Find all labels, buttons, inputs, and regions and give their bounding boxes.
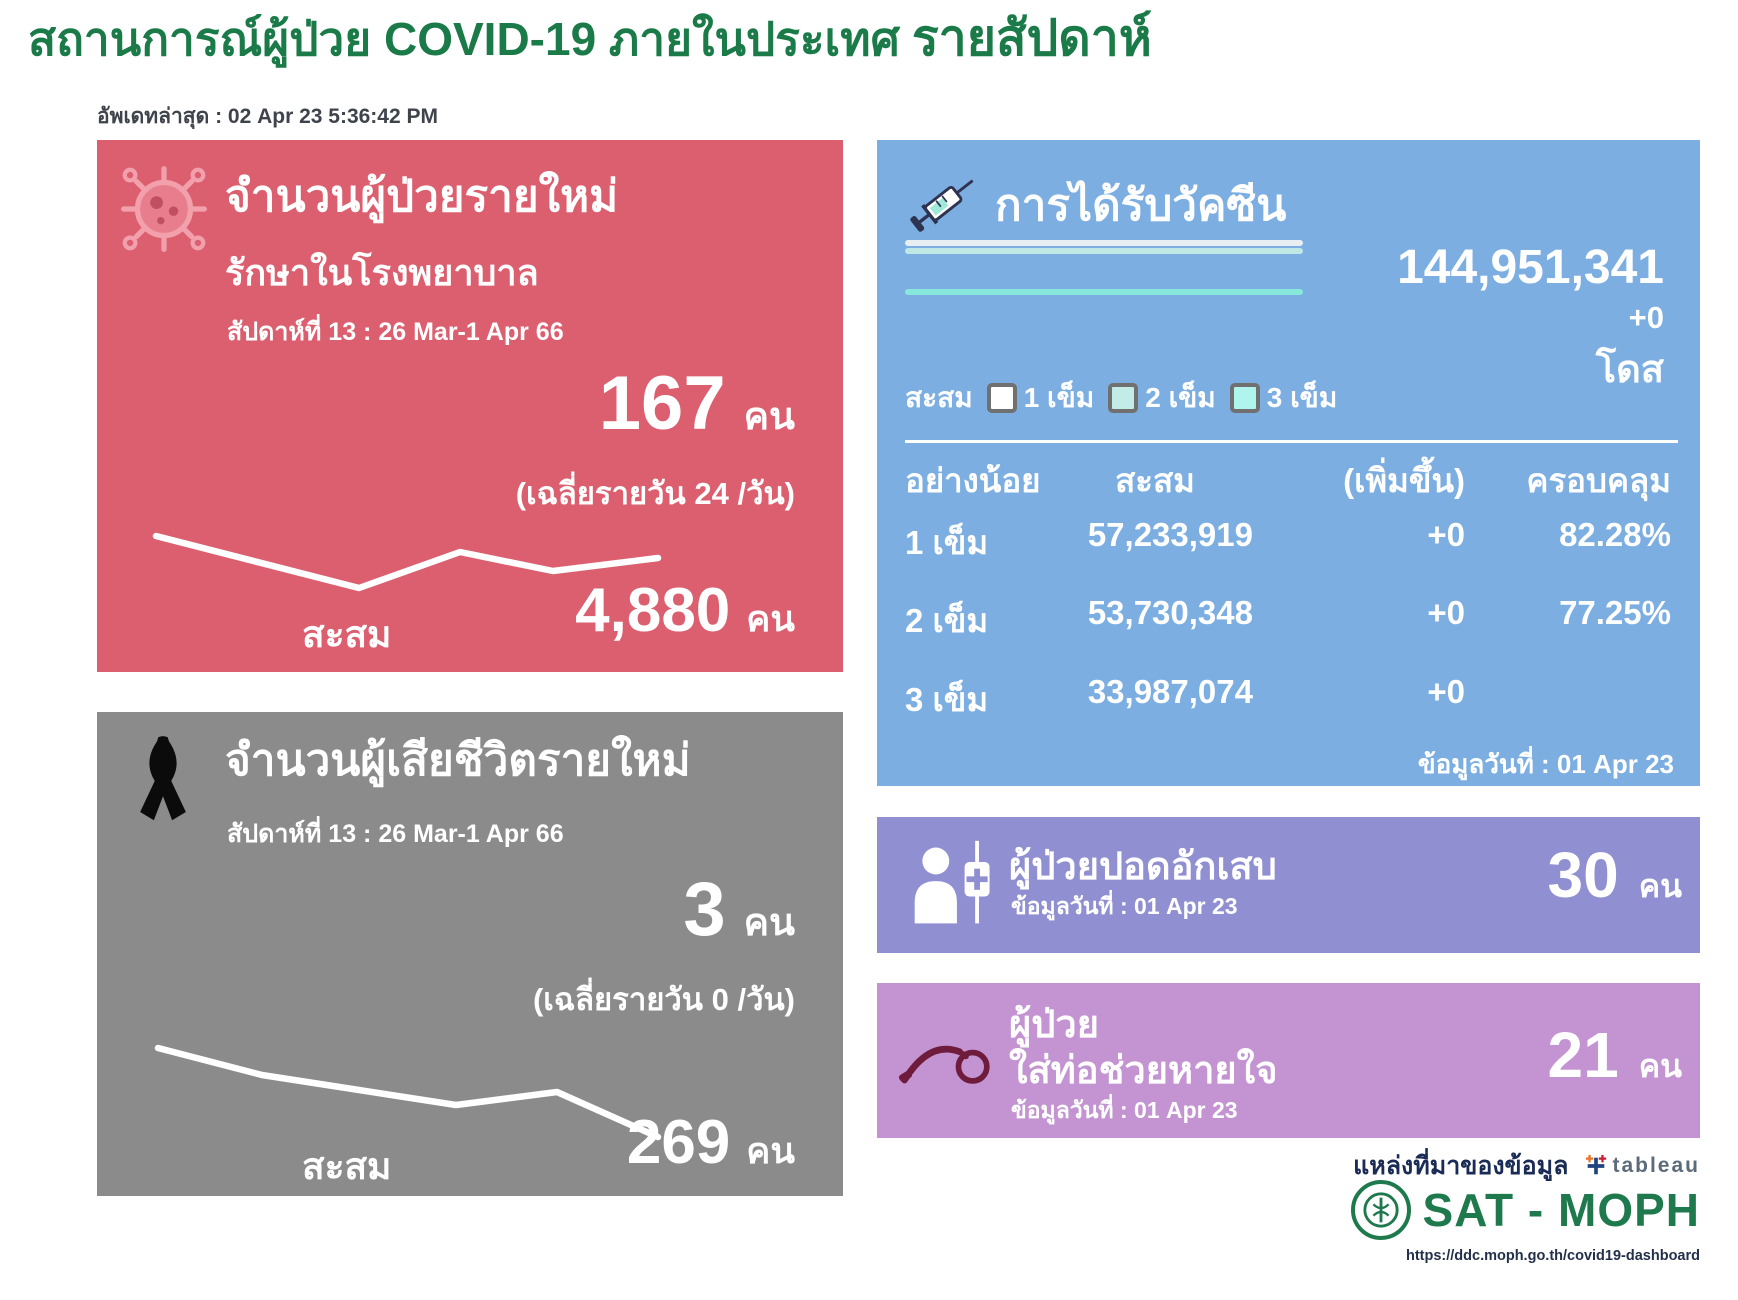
pneumonia-title: ผู้ป่วยปอดอักเสบ <box>1009 846 1277 888</box>
new-cases-card <box>97 140 843 672</box>
deaths-value-row <box>683 867 795 952</box>
page-title <box>28 8 1152 68</box>
page-title-suffix: รายสัปดาห์ <box>911 10 1152 66</box>
pneumonia-value: 30 <box>1547 839 1619 911</box>
pneumonia-unit: คน <box>1638 868 1682 904</box>
deaths-card <box>97 712 843 1196</box>
caduceus-icon <box>1362 1191 1400 1229</box>
new-cases-cumulative-label: สะสม <box>302 614 392 655</box>
deaths-unit: คน <box>743 902 795 944</box>
new-cases-subtitle: รักษาในโรงพยาบาล <box>225 252 539 293</box>
header-increase: (เพิ่มขึ้น) <box>1343 462 1465 499</box>
patient-iv-icon <box>907 837 1003 933</box>
source-label: แหล่งที่มาของข้อมูล <box>1353 1152 1569 1180</box>
legend-swatch-dose3 <box>1230 383 1260 413</box>
deaths-cumulative-label: สะสม <box>302 1146 392 1187</box>
dose2-increase: +0 <box>1427 594 1465 631</box>
dose1-increase: +0 <box>1427 516 1465 553</box>
dose3-label: 3 เข็ม <box>905 681 989 718</box>
intubated-unit: คน <box>1638 1048 1682 1084</box>
intubated-data-date: ข้อมูลวันที่ : 01 Apr 23 <box>1011 1097 1238 1123</box>
dose1-cumulative: 57,233,919 <box>1087 516 1253 553</box>
tableau-wordmark: tableau <box>1612 1154 1700 1177</box>
vaccine-bar-dose2 <box>905 248 1303 254</box>
new-cases-cumulative-unit: คน <box>746 598 795 639</box>
deaths-cumulative-row <box>626 1108 795 1179</box>
intubated-value: 21 <box>1547 1019 1619 1091</box>
header-coverage: ครอบคลุม <box>1526 462 1671 499</box>
legend-label-dose1: 1 เข็ม <box>1023 382 1095 413</box>
dose3-increase: +0 <box>1427 673 1465 710</box>
pneumonia-data-date: ข้อมูลวันที่ : 01 Apr 23 <box>1011 893 1238 919</box>
intubated-title-line1: ผู้ป่วย <box>1009 1004 1099 1046</box>
deaths-daily-avg: (เฉลี่ยรายวัน 0 /วัน) <box>532 982 795 1017</box>
vaccine-bar-dose1 <box>905 240 1303 246</box>
legend-label-dose2: 2 เข็ม <box>1145 382 1216 413</box>
vaccine-row-dose3 <box>877 673 1700 725</box>
sat-moph-brand: SAT - MOPH <box>1422 1184 1700 1236</box>
new-cases-title: จำนวนผู้ป่วยรายใหม่ <box>225 172 619 221</box>
new-cases-week: สัปดาห์ที่ 13 : 26 Mar-1 Apr 66 <box>227 318 564 346</box>
legend-swatch-dose1 <box>987 383 1017 413</box>
intubated-title-line2: ใส่ท่อช่วยหายใจ <box>1009 1050 1278 1092</box>
new-cases-cumulative-row <box>575 576 795 647</box>
deaths-title: จำนวนผู้เสียชีวิตรายใหม่ <box>225 736 691 785</box>
dose3-cumulative: 33,987,074 <box>1087 673 1253 710</box>
moph-seal-icon <box>1351 1180 1411 1240</box>
dose2-label: 2 เข็ม <box>905 602 989 639</box>
new-cases-daily-avg: (เฉลี่ยรายวัน 24 /วัน) <box>515 476 795 511</box>
new-cases-unit: คน <box>743 396 795 438</box>
vaccine-divider <box>905 440 1678 443</box>
vaccine-title: การได้รับวัคซีน <box>995 181 1287 230</box>
syringe-icon <box>901 160 987 246</box>
intubation-tube-icon <box>897 1021 1001 1105</box>
legend-label-dose3: 3 เข็ม <box>1266 382 1338 413</box>
deaths-cumulative-unit: คน <box>746 1130 795 1171</box>
vaccine-card <box>877 140 1700 786</box>
vaccine-bar-dose3 <box>905 289 1303 295</box>
dashboard-url[interactable]: https://ddc.moph.go.th/covid19-dashboard <box>1405 1248 1700 1264</box>
new-cases-cumulative-value: 4,880 <box>575 576 731 645</box>
dose2-coverage: 77.25% <box>1559 594 1671 631</box>
dose2-cumulative: 53,730,348 <box>1087 594 1253 631</box>
deaths-sparkline-path <box>158 1048 658 1137</box>
dose1-label: 1 เข็ม <box>905 524 989 561</box>
intubated-card <box>877 983 1700 1138</box>
vaccine-legend-label: สะสม <box>905 382 973 413</box>
pneumonia-value-row <box>1547 839 1682 912</box>
vaccine-dose-unit: โดส <box>1595 349 1664 391</box>
deaths-week: สัปดาห์ที่ 13 : 26 Mar-1 Apr 66 <box>227 820 564 848</box>
vaccine-row-dose2 <box>877 594 1700 646</box>
page-title-main: สถานการณ์ผู้ป่วย COVID-19 ภายในประเทศ <box>28 13 900 65</box>
header-at-least: อย่างน้อย <box>905 462 1041 499</box>
vaccine-data-date: ข้อมูลวันที่ : 01 Apr 23 <box>1417 749 1674 779</box>
vaccine-total-doses: 144,951,341 <box>1397 241 1664 294</box>
virus-icon <box>111 156 217 262</box>
mourning-ribbon-icon <box>131 732 195 828</box>
vaccine-total-delta: +0 <box>1628 300 1664 335</box>
brand-line <box>1351 1180 1700 1240</box>
vaccine-legend <box>905 376 1337 420</box>
dose1-coverage: 82.28% <box>1559 516 1671 553</box>
tableau-logo <box>1584 1154 1700 1178</box>
intubated-value-row <box>1547 1019 1682 1092</box>
deaths-value: 3 <box>683 867 726 952</box>
new-cases-value: 167 <box>598 361 726 446</box>
last-updated-text: อัพเดทล่าสุด : 02 Apr 23 5:36:42 PM <box>97 105 438 128</box>
deaths-cumulative-value: 269 <box>626 1108 731 1177</box>
vaccine-table-header <box>877 454 1700 506</box>
header-cumulative: สะสม <box>1115 462 1195 499</box>
new-cases-value-row <box>598 361 795 446</box>
vaccine-row-dose1 <box>877 516 1700 568</box>
tableau-icon <box>1584 1154 1608 1178</box>
legend-swatch-dose2 <box>1108 383 1138 413</box>
pneumonia-card <box>877 817 1700 953</box>
deaths-sparkline <box>145 1040 675 1145</box>
